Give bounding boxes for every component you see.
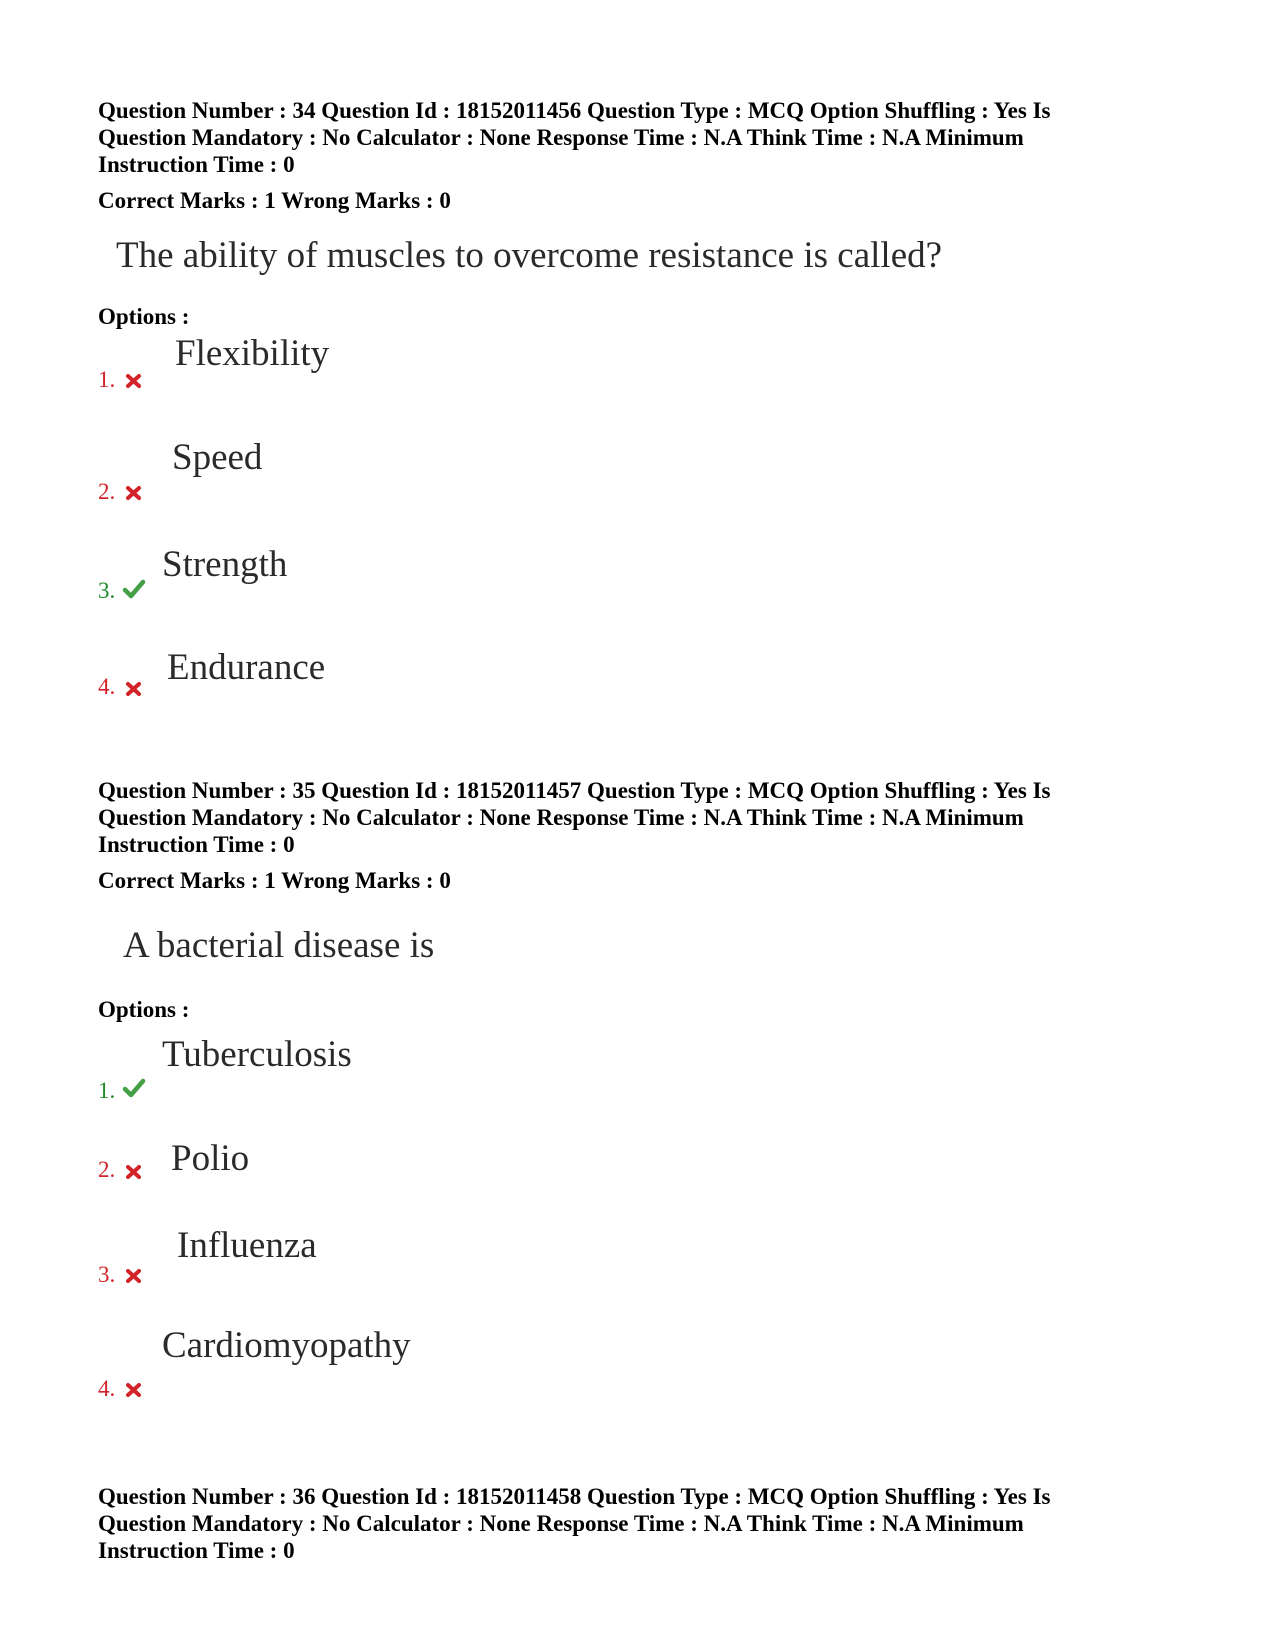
question-35-options-label: Options : bbox=[98, 997, 190, 1022]
meta-line: Question Number : 34 Question Id : 18152011456 Question Type : MCQ Option Shuffling : Yes Is bbox=[98, 98, 1051, 123]
cross-icon bbox=[124, 1380, 144, 1400]
question-35-meta bbox=[98, 777, 1178, 858]
option-number: 3. bbox=[98, 578, 116, 603]
option-text: Polio bbox=[171, 1138, 250, 1179]
question-34-text: The ability of muscles to overcome resistance is called? bbox=[116, 235, 943, 276]
check-icon bbox=[122, 1077, 146, 1099]
cross-icon bbox=[124, 679, 144, 699]
option-number: 4. bbox=[98, 1376, 116, 1401]
option-text: Endurance bbox=[167, 647, 326, 688]
option-number: 2. bbox=[98, 479, 116, 504]
meta-line: Question Mandatory : No Calculator : None Response Time : N.A Think Time : N.A Minimum bbox=[98, 1511, 1024, 1536]
option-number: 3. bbox=[98, 1262, 116, 1287]
option-number: 2. bbox=[98, 1157, 116, 1182]
option-text: Speed bbox=[172, 437, 263, 478]
meta-line: Question Mandatory : No Calculator : None Response Time : N.A Think Time : N.A Minimum bbox=[98, 125, 1024, 150]
cross-icon bbox=[124, 1266, 144, 1286]
meta-line: Instruction Time : 0 bbox=[98, 152, 295, 177]
option-text: Influenza bbox=[177, 1225, 317, 1266]
meta-line: Instruction Time : 0 bbox=[98, 1538, 295, 1563]
option-text: Flexibility bbox=[175, 333, 330, 374]
question-34-marks: Correct Marks : 1 Wrong Marks : 0 bbox=[98, 188, 451, 213]
option-text: Strength bbox=[162, 544, 288, 585]
meta-line: Question Mandatory : No Calculator : None Response Time : N.A Think Time : N.A Minimum bbox=[98, 805, 1024, 830]
cross-icon bbox=[124, 371, 144, 391]
option-number: 1. bbox=[98, 367, 116, 392]
question-35-marks: Correct Marks : 1 Wrong Marks : 0 bbox=[98, 868, 451, 893]
cross-icon bbox=[124, 483, 144, 503]
check-icon bbox=[122, 578, 146, 600]
meta-line: Question Number : 36 Question Id : 18152011458 Question Type : MCQ Option Shuffling : Yes Is bbox=[98, 1484, 1051, 1509]
meta-line: Question Number : 35 Question Id : 18152011457 Question Type : MCQ Option Shuffling : Yes Is bbox=[98, 778, 1051, 803]
option-text: Cardiomyopathy bbox=[162, 1325, 411, 1366]
option-number: 4. bbox=[98, 674, 116, 699]
option-text: Tuberculosis bbox=[162, 1034, 352, 1075]
cross-icon bbox=[124, 1162, 144, 1182]
question-35-text: A bacterial disease is bbox=[123, 925, 435, 966]
question-36-meta bbox=[98, 1483, 1178, 1564]
option-number: 1. bbox=[98, 1078, 116, 1103]
question-34-options-label: Options : bbox=[98, 304, 190, 329]
meta-line: Instruction Time : 0 bbox=[98, 832, 295, 857]
question-34-meta bbox=[98, 97, 1178, 178]
